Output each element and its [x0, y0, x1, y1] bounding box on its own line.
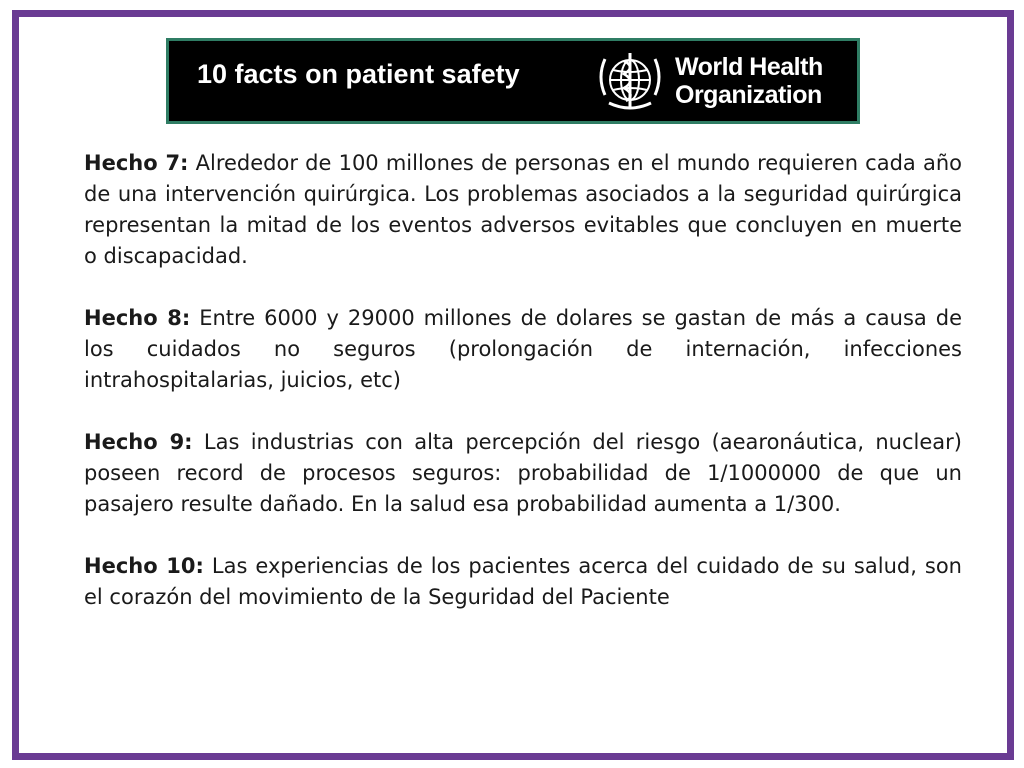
fact-label: Hecho 8:: [84, 306, 191, 330]
who-logo-line2: Organization: [675, 81, 822, 109]
who-emblem-icon: [593, 47, 667, 117]
who-logo-line1: World Health: [675, 53, 823, 81]
fact-10: [84, 551, 962, 613]
fact-7: [84, 148, 962, 272]
fact-8: [84, 303, 962, 396]
fact-9: [84, 427, 962, 520]
who-logo-text: [675, 53, 823, 109]
fact-label: Hecho 9:: [84, 430, 193, 454]
fact-text: Las experiencias de los pacientes acerca del cuidado de su salud, son el corazón del movimiento de la Seguridad del Paciente: [84, 554, 962, 609]
facts-body: [84, 148, 962, 644]
fact-text: Alrededor de 100 millones de personas en el mundo requieren cada año de una intervención quirúrgica. Los problemas asociados a la seguridad quirúrgica representan la mitad de los eventos adversos evitables que concluyen en muerte o discapacidad.: [84, 151, 962, 268]
fact-text: Las industrias con alta percepción del riesgo (aearonáutica, nuclear) poseen record de procesos seguros: probabilidad de 1/1000000 de que un pasajero resulte dañado. En la salud esa probabilidad aumenta a 1/300.: [84, 430, 962, 516]
fact-text: Entre 6000 y 29000 millones de dolares se gastan de más a causa de los cuidados no seguros (prolongación de internación, infecciones intrahospitalarias, juicios, etc): [84, 306, 962, 392]
fact-label: Hecho 7:: [84, 151, 189, 175]
banner-title: 10 facts on patient safety: [197, 59, 520, 89]
fact-label: Hecho 10:: [84, 554, 204, 578]
header-banner: [166, 38, 860, 124]
